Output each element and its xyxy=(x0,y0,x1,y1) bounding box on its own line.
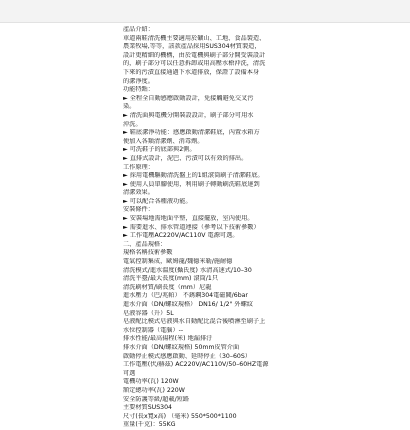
section-heading: 功能特點： xyxy=(123,86,154,94)
text-line: 清洗模式/進水溫度(攝氏度) 水清高速式/10–30 xyxy=(123,266,252,274)
text-line: 便加入各類清潔劑、消毒劑。 xyxy=(123,137,204,145)
text-line: ► 可洗鞋子的底部與2側。 xyxy=(123,146,196,154)
text-line: 工作電壓(伏/赫茲) AC220V/AC110V/50–60HZ電源 xyxy=(123,361,269,369)
text-line: ► 使用人員單腳使用，利用刷子轉動刷洗鞋底達到 xyxy=(123,180,260,188)
text-line: 沖洗。 xyxy=(123,120,142,128)
text-line: 尺寸(長x寬x高) （毫米) 550*500*1100 xyxy=(123,412,237,420)
product-description xyxy=(123,26,293,430)
text-line: 的潔淨度。 xyxy=(123,77,154,85)
text-line: 安全防護等級/超載/短路 xyxy=(123,395,190,403)
text-line: 可選 xyxy=(123,369,136,377)
text-line: ► 工作電壓AC220V/AC110V 電源可選。 xyxy=(123,232,239,240)
text-line: ► 需要進水、排水管道連接（參考以下技術參數） xyxy=(123,223,260,231)
section-heading: 二、產品規格： xyxy=(123,240,167,248)
text-line: 排水介面（DN/螺紋規格) 50mm皮管介面 xyxy=(123,343,240,351)
text-line: 產品介紹： xyxy=(123,26,154,33)
text-line: 染。 xyxy=(123,103,136,111)
section-heading: 安裝條件： xyxy=(123,206,154,214)
text-line: 農業牧場,等等，該款產品採用SUS304材質製造， xyxy=(123,43,261,51)
text-line: 主要材質SUS304 xyxy=(123,404,172,412)
text-line: 皂液配比模式皂液與水自動配比混合後噴淋至刷子上 xyxy=(123,318,266,326)
text-line: ► 直排式設計，泥巴、污漬可以有效的排出。 xyxy=(123,154,248,162)
text-line: 清洗刷材質/刷長度（mm）尼龍 xyxy=(123,283,212,291)
text-line: 電機功率(瓦) 120W xyxy=(123,378,179,386)
text-line: 重量(千克)：55KG xyxy=(123,421,176,429)
text-line: 啟動停止模式感應啟動、延時停止（30–60S） xyxy=(123,352,251,360)
text-line: 額定總功率(瓦) 220W xyxy=(123,386,185,394)
text-line: 排水性能/最高揚程(米) 地漏排汙 xyxy=(123,335,213,343)
text-line: ► 鞋底潔淨功能：感應啟動清潔鞋底，內置水箱方 xyxy=(123,129,260,137)
text-line: ► 全程全自動感應啟動設計，免接觸避免交叉污 xyxy=(123,94,254,102)
text-line: 進水壓力（巴/兆帕） 不銹鋼304電磁閥/6bar xyxy=(123,292,248,300)
section-heading: 工作原理： xyxy=(123,163,154,171)
text-line: 進水介面（DN/螺紋規格） DN16/ 1/2" 外螺紋 xyxy=(123,301,253,308)
text-line: 水位控制器（電腦）-- xyxy=(123,326,184,334)
text-line: ► 安裝場地需地面平整，直接擺放，室內使用。 xyxy=(123,215,254,223)
text-line: 規格名稱技術參數 xyxy=(123,249,173,257)
text-line: 下來的污漬直接通過下水道排放，保證了設備本身 xyxy=(123,68,260,76)
text-line: 清洗平臺/最大長度(mm) 滾筒/1只 xyxy=(123,275,219,283)
text-line: ► 採用電機驅動清洗盤上的1組滾筒刷子清潔鞋底。 xyxy=(123,172,264,180)
text-line: ► 清洗面與電機分開裝設設計，刷子部分可用水 xyxy=(123,111,254,119)
text-line: 皂液容器（升）5L xyxy=(123,309,174,317)
top-bar xyxy=(0,0,410,23)
text-line: 的，刷子部分可以任意拆卸或用高壓水槍沖洗，清洗 xyxy=(123,60,266,68)
text-line: 電氣控制集成，歐姆龍/魏德米勒/施耐德 xyxy=(123,258,233,266)
text-line: 清潔效果。 xyxy=(123,189,154,197)
text-line: ► 可以配合各種液功能。 xyxy=(123,197,192,205)
text-line: 設計更精細的機構，由於電機與刷子部分開受裝設計 xyxy=(123,51,266,59)
text-line: 車道兩鞋清洗機主要適用於礦山、工地、食品製造、 xyxy=(123,34,266,42)
